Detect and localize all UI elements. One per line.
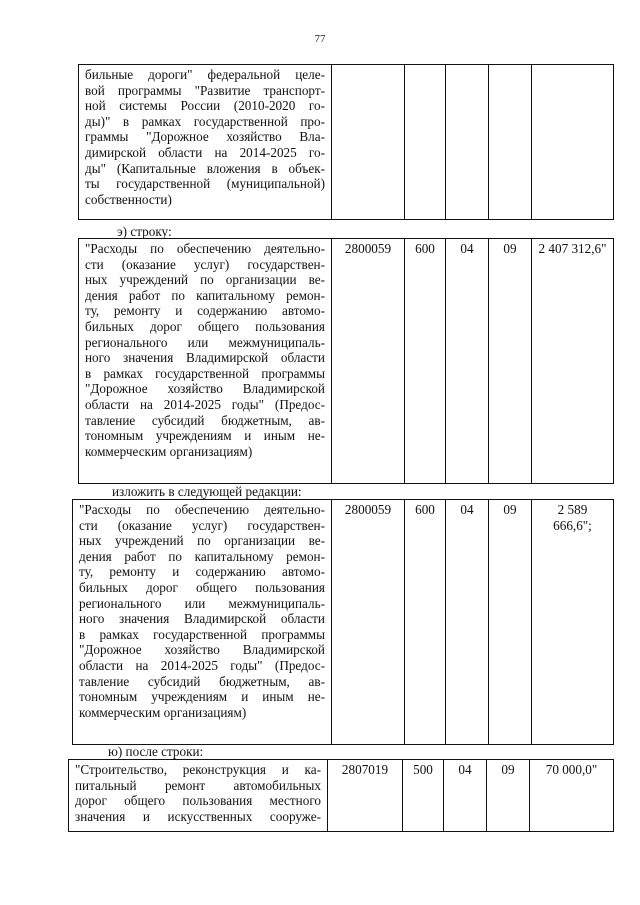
description-line: коммерческим организациям) <box>85 443 253 459</box>
description-line: ды)" в рамках государственной про- <box>85 113 325 129</box>
budget-table-after-row <box>68 759 614 832</box>
row-description <box>79 239 332 484</box>
description-line: ной системы России (2010-2020 го- <box>85 98 325 114</box>
description-line: дения работ по капитальному ремон- <box>79 548 325 564</box>
description-line: ты государственной (муниципальной) <box>85 176 325 192</box>
description-line: "Дорожное хозяйство Владимирской <box>79 642 325 658</box>
expense-type-code: 600 <box>405 239 446 484</box>
caption-e-line: э) строку: <box>117 224 172 239</box>
description-line: тавление субсидий бюджетным, ав- <box>79 673 325 689</box>
description-line: ного значения Владимирской области <box>79 611 325 627</box>
description-line: вой программы "Развитие транспорт- <box>85 82 325 98</box>
row-description <box>79 65 332 220</box>
description-line: коммерческим организациям) <box>79 704 247 720</box>
description-line: области на 2014-2025 годы" (Предос- <box>79 657 325 673</box>
description-line: бильных дорог общего пользования <box>79 579 325 595</box>
table-row <box>79 239 614 484</box>
target-article-code <box>332 65 405 220</box>
description-line: собственности) <box>85 191 172 207</box>
description-line: регионального или межмуниципаль- <box>79 595 325 611</box>
target-article-code: 2800059 <box>332 500 405 745</box>
table-row <box>73 500 614 745</box>
caption-edit-line: изложить в следующей редакции: <box>112 484 302 499</box>
budget-table-continuation <box>78 64 614 220</box>
section-code: 04 <box>446 239 489 484</box>
description-line: в рамках государственной программы <box>79 626 325 642</box>
target-article-code: 2807019 <box>328 760 403 832</box>
description-line: значения и искусственных сооруже- <box>75 808 321 824</box>
description-line: дения работ по капитальному ремон- <box>85 287 325 303</box>
description-line: ту, ремонту и содержанию автомо- <box>85 303 325 319</box>
section-code <box>446 65 489 220</box>
description-line: "Расходы по обеспечению деятельно- <box>85 241 325 256</box>
description-line: ных учреждений по организации ве- <box>79 533 325 549</box>
description-line: бильных дорог общего пользования <box>85 318 325 334</box>
page-number: 77 <box>314 33 326 45</box>
section-code: 04 <box>446 500 489 745</box>
caption-yu-line: ю) после строки: <box>108 744 204 759</box>
subsection-code <box>489 65 532 220</box>
description-line: питальный ремонт автомобильных <box>75 777 321 793</box>
description-line: ту, ремонту и содержанию автомо- <box>79 564 325 580</box>
section-code: 04 <box>444 760 487 832</box>
description-line: тавление субсидий бюджетным, ав- <box>85 412 325 428</box>
description-line: в рамках государственной программы <box>85 365 325 381</box>
expense-type-code: 500 <box>403 760 444 832</box>
description-line: димирской области на 2014-2025 го- <box>85 144 325 160</box>
budget-table-new-row <box>72 499 614 745</box>
description-line: граммы "Дорожное хозяйство Вла- <box>85 129 325 145</box>
description-line: тономным учреждениям и иным не- <box>85 428 325 444</box>
description-line: "Расходы по обеспечению деятельно- <box>79 502 325 517</box>
subsection-code: 09 <box>487 760 530 832</box>
expense-type-code: 600 <box>405 500 446 745</box>
description-line: бильные дороги" федеральной целе- <box>85 67 325 82</box>
description-line: тономным учреждениям и иным не- <box>79 689 325 705</box>
subsection-code: 09 <box>489 500 532 745</box>
amount: 70 000,0" <box>530 760 614 832</box>
table-row <box>79 65 614 220</box>
amount: 2 407 312,6" <box>532 239 614 484</box>
row-description <box>73 500 332 745</box>
description-line: ды" (Капитальные вложения в объек- <box>85 160 325 176</box>
row-description <box>69 760 328 832</box>
description-line: области на 2014-2025 годы" (Предос- <box>85 396 325 412</box>
description-line: регионального или межмуниципаль- <box>85 334 325 350</box>
description-line: ного значения Владимирской области <box>85 350 325 366</box>
amount: 2 589 666,6"; <box>532 500 614 745</box>
expense-type-code <box>405 65 446 220</box>
description-line: "Дорожное хозяйство Владимирской <box>85 381 325 397</box>
table-row <box>69 760 614 832</box>
amount <box>532 65 614 220</box>
description-line: сти (оказание услуг) государствен- <box>85 256 325 272</box>
description-line: ных учреждений по организации ве- <box>85 272 325 288</box>
budget-table-old-row <box>78 238 614 484</box>
description-line: "Строительство, реконструкция и ка- <box>75 762 321 777</box>
subsection-code: 09 <box>489 239 532 484</box>
target-article-code: 2800059 <box>332 239 405 484</box>
description-line: сти (оказание услуг) государствен- <box>79 517 325 533</box>
description-line: дорог общего пользования местного <box>75 793 321 809</box>
